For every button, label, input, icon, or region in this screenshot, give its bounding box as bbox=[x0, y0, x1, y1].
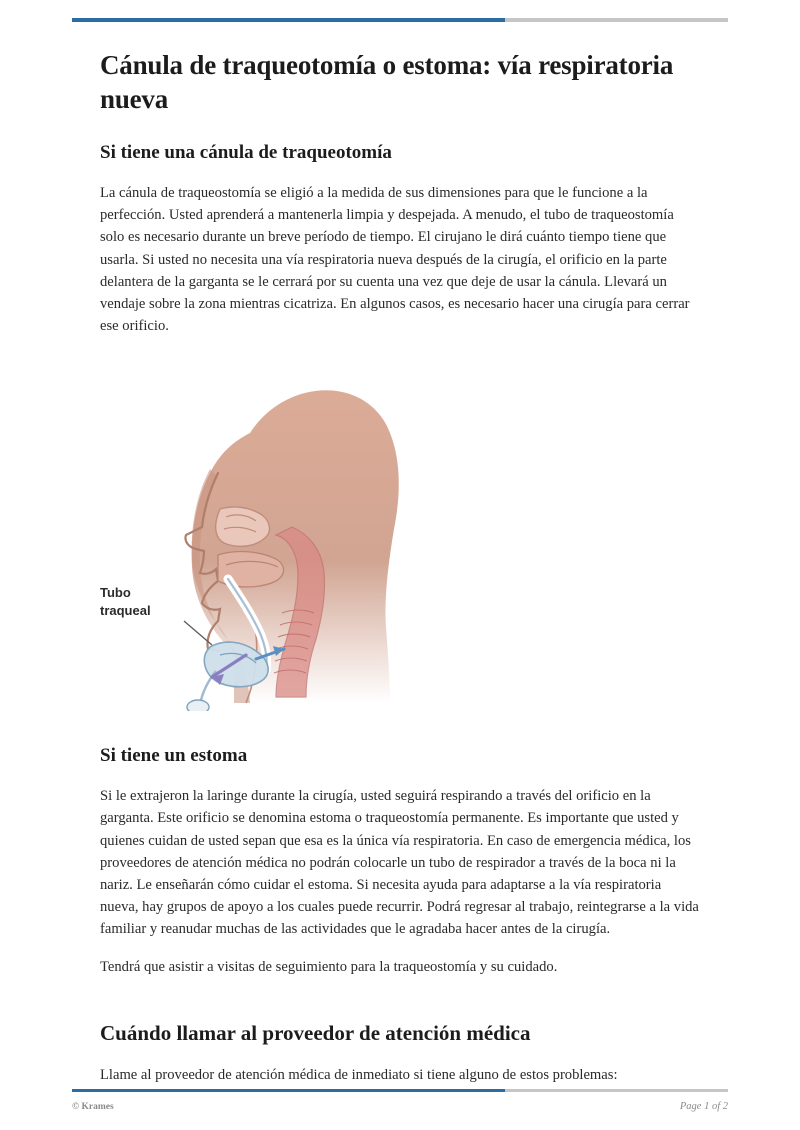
section-heading-cannula: Si tiene una cánula de traqueotomía bbox=[100, 142, 392, 164]
footer-copyright: © Krames bbox=[72, 1101, 114, 1112]
section-paragraph-stoma: Si le extrajeron la laringe durante la cirugía, usted seguirá respirando a través del orificio en la garganta. Este orificio se denomina estoma o traqueostomía permanente. Es importante que usted y quienes cuidan de usted sepan que esa es la única vía respiratoria. En caso de emergencia médica, los proveedores de atención médica no podrán colocarle un tubo de respirador a través de la boca ni la nariz. Le enseñarán cómo cuidar el estoma. Si necesita ayuda para adaptarse a la vía respiratoria nueva, hay grupos de apoyo a los cuales puede recurrir. Podrá regresar al trabajo, reintegrarse a la vida familiar y reanudar muchas de las actividades que le agradaba hacer antes de la cirugía. bbox=[100, 788, 699, 938]
section-paragraph-cannula: La cánula de traqueostomía se eligió a la medida de sus dimensiones para que le funcione a la perfección. Usted aprenderá a mantenerla limpia y despejada. A menudo, el tubo de traqueostomía solo es necesario durante un breve período de tiempo. El cirujano le dirá cuánto tiempo tiene que usarla. Si usted no necesita una vía respiratoria nueva después de la cirugía, el orificio en la parte delantera de la garganta se le cerrará por su cuenta una vez que deje de usar la cánula. Llevará un vendaje sobre la zona mientras cicatriza. En algunos casos, es necesario hacer una cirugía para cerrar ese orificio. bbox=[100, 185, 690, 335]
figure-label-line1: Tubo bbox=[100, 585, 131, 601]
figure-label-line2: traqueal bbox=[100, 603, 151, 619]
header-rule bbox=[72, 18, 728, 22]
header-rule-blue-segment bbox=[72, 18, 505, 22]
footer-rule-grey-segment bbox=[505, 1089, 728, 1092]
anatomy-figure bbox=[100, 359, 700, 711]
footer-page-number: Page 1 of 2 bbox=[679, 1101, 728, 1112]
page-title: Cánula de traqueotomía o estoma: vía respiratoria nueva bbox=[100, 50, 674, 115]
section-heading-stoma: Si tiene un estoma bbox=[100, 745, 248, 767]
footer-rule bbox=[72, 1089, 728, 1092]
section-paragraph-when-to-call: Llame al proveedor de atención médica de inmediato si tiene alguno de estos problemas: bbox=[100, 1066, 618, 1083]
section-heading-when-to-call: Cuándo llamar al proveedor de atención médica bbox=[100, 1020, 531, 1045]
section-paragraph-stoma-followup: Tendrá que asistir a visitas de seguimiento para la traqueostomía y su cuidado. bbox=[100, 959, 558, 976]
document-content bbox=[100, 48, 700, 1102]
head-neck-illustration-icon bbox=[100, 359, 700, 711]
header-rule-grey-segment bbox=[505, 18, 728, 22]
page-footer bbox=[72, 1101, 728, 1112]
footer-rule-blue-segment bbox=[72, 1089, 505, 1092]
